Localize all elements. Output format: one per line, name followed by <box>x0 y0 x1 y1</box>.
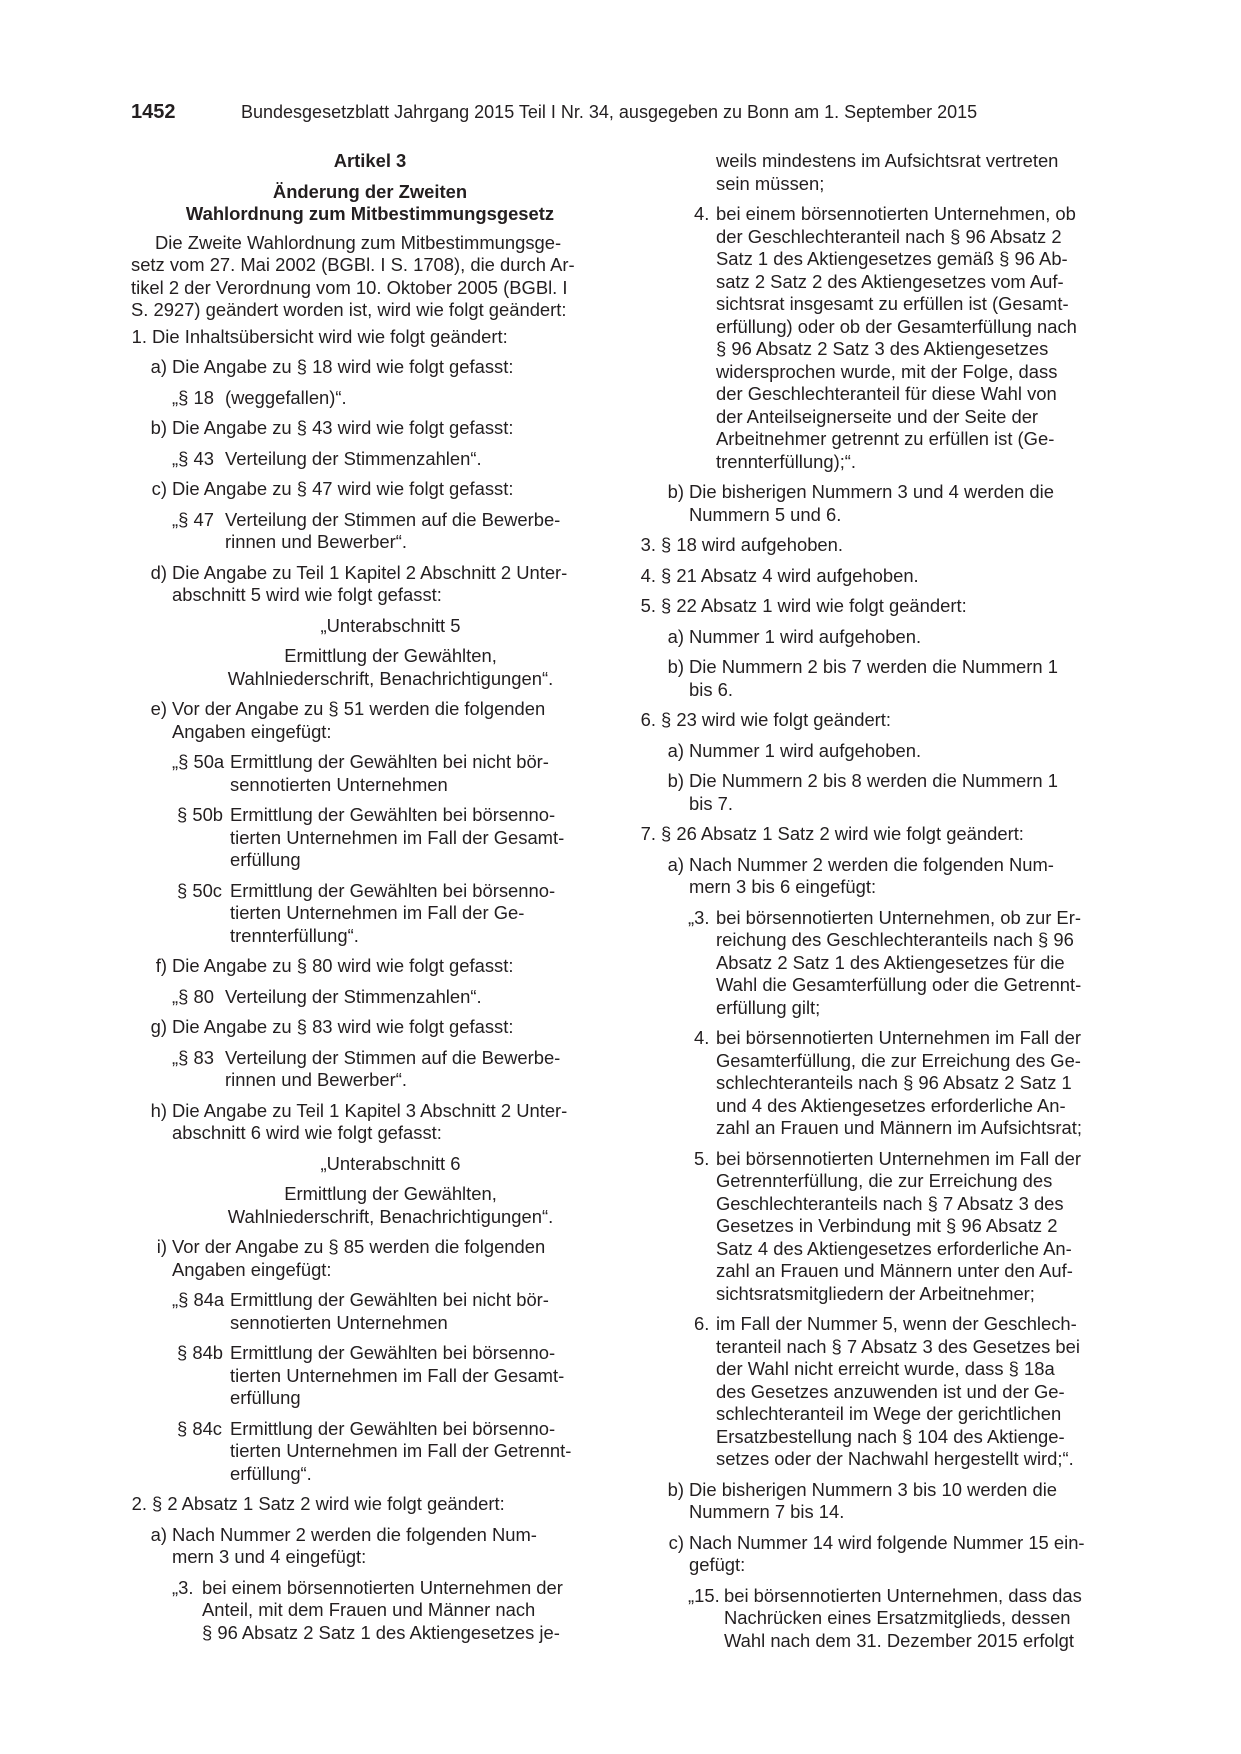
sub-line: Die Nummern 2 bis 7 werden die Nummern 1 <box>689 656 1058 677</box>
sub-line: Angaben eingefügt: <box>172 720 332 742</box>
quoted-number-entry <box>640 1027 1113 1140</box>
item-number: 2. <box>131 1493 147 1514</box>
entry-line: weils mindestens im Aufsichtsrat vertreten <box>716 150 1059 171</box>
entry-line: rinnen und Bewerber“. <box>225 1069 407 1090</box>
sub-label: g) <box>150 1016 167 1037</box>
item-number: 4. <box>640 564 656 586</box>
sub-line: Die bisherigen Nummern 3 und 4 werden die <box>689 481 1054 502</box>
sub-label: b) <box>150 417 167 438</box>
entry-line: § 96 Absatz 2 Satz 1 des Aktiengesetzes je- <box>202 1621 560 1643</box>
paragraph-ref: „§ 80 <box>172 985 214 1007</box>
sub-item-c <box>640 1532 1113 1577</box>
quoted-number-entry <box>640 203 1113 473</box>
subsection-heading: „Unterabschnitt 5 <box>320 614 461 636</box>
entry-line: trennterfüllung“. <box>230 924 359 946</box>
sub-item-a <box>131 356 609 379</box>
item-7 <box>640 823 1113 846</box>
header-title: Bundesgesetzblatt Jahrgang 2015 Teil I Nr. 34, ausgegeben zu Bonn am 1. September 2015 <box>241 102 978 122</box>
item-5 <box>640 595 1113 618</box>
entry-line: Arbeitnehmer getrennt zu erfüllen ist (Ge- <box>716 428 1055 449</box>
quoted-entry <box>131 751 609 796</box>
article-heading: Artikel 3 <box>333 150 407 171</box>
entry-line: Anteil, mit dem Frauen und Männer nach <box>202 1599 536 1620</box>
sub-line: Nummern 7 bis 14. <box>689 1501 845 1522</box>
intro-line: tikel 2 der Verordnung vom 10. Oktober 2005 (BGBl. I <box>131 276 568 298</box>
sub-line: mern 3 und 4 eingefügt: <box>172 1546 367 1567</box>
sub-label: h) <box>150 1099 167 1121</box>
entry-line: Nachrücken eines Ersatzmitglieds, dessen <box>724 1607 1071 1628</box>
sub-line: Die Angabe zu § 47 wird wie folgt gefasst: <box>172 478 514 499</box>
entry-line: tierten Unternehmen im Fall der Gesamt- <box>230 1364 565 1386</box>
sub-line: Die bisherigen Nummern 3 bis 10 werden die <box>689 1478 1058 1500</box>
entry-line: tierten Unternehmen im Fall der Gesamt- <box>230 826 565 848</box>
entry-line: der Anteilseignerseite und der Seite der <box>716 405 1039 427</box>
item-text: § 26 Absatz 1 Satz 2 wird wie folgt geändert: <box>661 823 1024 844</box>
entry-line: Ermittlung der Gewählten bei nicht bör- <box>230 751 549 772</box>
entry-line: bei börsennotierten Unternehmen, ob zur Er- <box>716 906 1081 928</box>
entry-line: Ermittlung der Gewählten bei börsenno- <box>230 879 556 901</box>
quoted-number-entry <box>131 1577 609 1645</box>
entry-line: sennotierten Unternehmen <box>230 773 448 795</box>
sub-line: bis 6. <box>689 678 733 700</box>
sub-item-a <box>640 626 1113 649</box>
entry-line: erfüllung“. <box>230 1462 312 1484</box>
item-text: § 23 wird wie folgt geändert: <box>661 709 892 730</box>
paragraph-ref: „§ 84a <box>172 1289 225 1310</box>
sub-label: a) <box>150 356 167 377</box>
quoted-number-entry <box>640 1313 1113 1471</box>
paragraph-ref: § 50b <box>177 804 224 825</box>
entry-line: widersprochen wurde, mit der Folge, dass <box>716 360 1058 382</box>
entry-line: setzes oder der Nachwahl hergestellt wird;“. <box>716 1448 1074 1469</box>
page-number: 1452 <box>131 101 176 123</box>
entry-line: zahl an Frauen und Männern unter den Auf- <box>716 1260 1073 1281</box>
sub-label: c) <box>668 1531 684 1553</box>
sub-line: Die Angabe zu § 43 wird wie folgt gefasst: <box>172 417 514 438</box>
sub-line: Die Angabe zu Teil 1 Kapitel 2 Abschnitt 2 Unter- <box>172 561 568 583</box>
entry-line: satz 2 Satz 2 des Aktiengesetzes vom Auf- <box>716 270 1064 292</box>
sub-line: Angaben eingefügt: <box>172 1258 332 1280</box>
sub-label: b) <box>667 770 684 791</box>
entry-line: Verteilung der Stimmen auf die Bewerbe- <box>225 508 561 530</box>
number-label: „15. <box>688 1584 720 1606</box>
sub-item-h <box>131 1100 609 1145</box>
entry-line: Ermittlung der Gewählten bei nicht bör- <box>230 1289 549 1310</box>
right-column <box>640 150 1113 1652</box>
item-number: 5. <box>640 595 656 616</box>
sub-item-a <box>640 854 1113 899</box>
sub-label: a) <box>667 853 684 875</box>
sub-item-i <box>131 1236 609 1281</box>
sub-line: mern 3 bis 6 eingefügt: <box>689 876 877 897</box>
quoted-entry <box>131 986 609 1009</box>
entry-line: der Wahl nicht erreicht wurde, dass § 18a <box>716 1358 1055 1379</box>
quoted-number-entry <box>640 1148 1113 1306</box>
entry-line: Ersatzbestellung nach § 104 des Aktienge- <box>716 1425 1065 1447</box>
item-number: 3. <box>640 534 656 555</box>
left-column <box>131 150 609 1644</box>
sub-line: Nummer 1 wird aufgehoben. <box>689 625 922 647</box>
item-3 <box>640 534 1113 557</box>
entry-line: erfüllung <box>230 1387 301 1408</box>
sub-item-b <box>640 1479 1113 1524</box>
entry-line: (weggefallen)“. <box>225 386 347 408</box>
entry-line: Ermittlung der Gewählten bei börsenno- <box>230 804 556 825</box>
item-text: § 18 wird aufgehoben. <box>661 534 844 555</box>
entry-line: Getrennterfüllung, die zur Erreichung des <box>716 1170 1053 1191</box>
sub-label: a) <box>150 1523 167 1545</box>
item-text: § 21 Absatz 4 wird aufgehoben. <box>661 564 919 586</box>
intro-paragraph <box>131 232 609 322</box>
item-text: Die Inhaltsübersicht wird wie folgt geändert: <box>152 325 508 347</box>
sub-label: d) <box>150 561 167 583</box>
entry-line: Gesetzes in Verbindung mit § 96 Absatz 2 <box>716 1215 1058 1236</box>
subsection-heading: „Unterabschnitt 6 <box>320 1152 461 1174</box>
article-title-line: Änderung der Zweiten <box>272 180 468 202</box>
entry-line: Gesamterfüllung, die zur Erreichung des Ge- <box>716 1049 1081 1071</box>
sub-item-d <box>131 562 609 607</box>
quoted-number-entry <box>640 1585 1113 1653</box>
sub-line: Nummer 1 wird aufgehoben. <box>689 739 922 761</box>
entry-line: erfüllung gilt; <box>716 996 821 1018</box>
sub-line: Nach Nummer 14 wird folgende Nummer 15 ein- <box>689 1531 1085 1553</box>
sub-item-b <box>640 481 1113 526</box>
sub-line: bis 7. <box>689 792 733 814</box>
continued-text <box>640 150 1113 195</box>
intro-line: Die Zweite Wahlordnung zum Mitbestimmungsge- <box>155 231 562 253</box>
sub-line: Vor der Angabe zu § 85 werden die folgenden <box>172 1236 546 1257</box>
entry-line: bei börsennotierten Unternehmen im Fall der <box>716 1147 1081 1169</box>
quoted-entry <box>131 387 609 410</box>
entry-line: Verteilung der Stimmenzahlen“. <box>225 985 482 1007</box>
entry-line: schlechteranteil im Wege der gerichtlichen <box>716 1403 1062 1424</box>
sub-line: Nummern 5 und 6. <box>689 503 842 525</box>
sub-line: gefügt: <box>689 1554 746 1575</box>
item-2 <box>131 1493 609 1516</box>
quoted-entry <box>131 1289 609 1334</box>
quoted-entry <box>131 448 609 471</box>
entry-line: bei einem börsennotierten Unternehmen der <box>202 1576 563 1598</box>
sub-line: Nach Nummer 2 werden die folgenden Num- <box>172 1523 537 1545</box>
sub-label: b) <box>667 1478 684 1500</box>
entry-line: trennterfüllung);“. <box>716 450 857 472</box>
entry-line: Ermittlung der Gewählten bei börsenno- <box>230 1342 556 1363</box>
subsection-title: Wahlniederschrift, Benachrichtigungen“. <box>227 1205 554 1227</box>
subsection-title: Wahlniederschrift, Benachrichtigungen“. <box>227 667 554 689</box>
sub-item-a <box>640 740 1113 763</box>
entry-line: und 4 des Aktiengesetzes erforderliche An- <box>716 1094 1066 1116</box>
entry-line: Wahl nach dem 31. Dezember 2015 erfolgt <box>724 1629 1074 1651</box>
sub-line: Die Angabe zu § 83 wird wie folgt gefasst: <box>172 1016 514 1037</box>
intro-line: setz vom 27. Mai 2002 (BGBl. I S. 1708), die durch Ar- <box>131 254 575 275</box>
sub-line: Die Angabe zu Teil 1 Kapitel 3 Abschnitt 2 Unter- <box>172 1099 568 1121</box>
sub-line: abschnitt 5 wird wie folgt gefasst: <box>172 584 442 605</box>
number-label: 4. <box>694 1027 710 1048</box>
number-label: „3. <box>688 906 710 928</box>
item-6 <box>640 709 1113 732</box>
item-number: 1. <box>131 325 147 347</box>
entry-line: erfüllung <box>230 849 301 870</box>
sub-line: Nach Nummer 2 werden die folgenden Num- <box>689 853 1054 875</box>
intro-line: S. 2927) geändert worden ist, wird wie folgt geändert: <box>131 299 567 320</box>
sub-item-f <box>131 955 609 978</box>
quoted-number-entry <box>640 907 1113 1020</box>
sub-line: abschnitt 6 wird wie folgt gefasst: <box>172 1122 442 1143</box>
quoted-entry <box>131 880 609 948</box>
entry-line: Verteilung der Stimmenzahlen“. <box>225 447 482 469</box>
item-4 <box>640 565 1113 588</box>
item-number: 7. <box>640 823 656 844</box>
entry-line: bei börsennotierten Unternehmen, dass das <box>724 1584 1082 1606</box>
article-title-line: Wahlordnung zum Mitbestimmungsgesetz <box>185 203 555 224</box>
entry-line: des Gesetzes anzuwenden ist und der Ge- <box>716 1380 1065 1402</box>
paragraph-ref: § 50c <box>177 879 222 901</box>
item-text: § 2 Absatz 1 Satz 2 wird wie folgt geändert: <box>152 1493 505 1514</box>
paragraph-ref: „§ 18 <box>172 386 214 408</box>
entry-line: Ermittlung der Gewählten bei börsenno- <box>230 1417 556 1439</box>
quoted-entry <box>131 1418 609 1486</box>
sub-label: a) <box>667 739 684 761</box>
entry-line: § 96 Absatz 2 Satz 3 des Aktiengesetzes <box>716 338 1049 359</box>
entry-line: Wahl die Gesamterfüllung oder die Getrennt- <box>716 974 1082 995</box>
sub-item-e <box>131 698 609 743</box>
sub-label: i) <box>156 1236 167 1257</box>
sub-item-b <box>131 417 609 440</box>
subsection-title: Ermittlung der Gewählten, <box>284 1183 497 1204</box>
entry-line: Geschlechteranteils nach § 7 Absatz 3 des <box>716 1192 1064 1214</box>
number-label: 6. <box>694 1313 710 1334</box>
paragraph-ref: „§ 43 <box>172 447 214 469</box>
entry-line: der Geschlechteranteil für diese Wahl von <box>716 383 1057 404</box>
entry-line: rinnen und Bewerber“. <box>225 531 407 552</box>
sub-label: b) <box>667 656 684 677</box>
entry-line: bei börsennotierten Unternehmen im Fall der <box>716 1027 1081 1048</box>
sub-item-c <box>131 478 609 501</box>
sub-item-a <box>131 1524 609 1569</box>
entry-line: sein müssen; <box>716 172 825 194</box>
sub-item-g <box>131 1016 609 1039</box>
number-label: „3. <box>172 1576 194 1598</box>
entry-line: tierten Unternehmen im Fall der Getrennt- <box>230 1440 572 1461</box>
quoted-entry <box>131 1047 609 1092</box>
item-1 <box>131 326 609 349</box>
sub-item-b <box>640 656 1113 701</box>
quoted-entry <box>131 1342 609 1410</box>
sub-label: f) <box>155 955 167 976</box>
sub-line: Die Angabe zu § 80 wird wie folgt gefasst: <box>172 955 514 976</box>
sub-label: e) <box>150 698 167 719</box>
item-number: 6. <box>640 709 656 730</box>
entry-line: erfüllung) oder ob der Gesamterfüllung nach <box>716 315 1077 337</box>
paragraph-ref: „§ 47 <box>172 508 214 530</box>
paragraph-ref: „§ 50a <box>172 751 225 772</box>
number-label: 4. <box>694 203 710 224</box>
sub-line: Vor der Angabe zu § 51 werden die folgenden <box>172 698 546 719</box>
sub-line: Die Angabe zu § 18 wird wie folgt gefasst: <box>172 356 514 377</box>
entry-line: tierten Unternehmen im Fall der Ge- <box>230 902 525 923</box>
entry-line: im Fall der Nummer 5, wenn der Geschlech- <box>716 1313 1077 1334</box>
sub-label: c) <box>151 478 167 499</box>
sub-line: Die Nummern 2 bis 8 werden die Nummern 1 <box>689 770 1058 791</box>
entry-line: sennotierten Unternehmen <box>230 1311 448 1333</box>
entry-line: schlechteranteils nach § 96 Absatz 2 Satz 1 <box>716 1072 1072 1093</box>
entry-line: sichtsrat insgesamt zu erfüllen ist (Gesamt- <box>716 293 1069 314</box>
entry-line: bei einem börsennotierten Unternehmen, ob <box>716 203 1076 224</box>
entry-line: Verteilung der Stimmen auf die Bewerbe- <box>225 1046 561 1068</box>
entry-line: der Geschlechteranteil nach § 96 Absatz 2 <box>716 225 1062 247</box>
quoted-entry <box>131 804 609 872</box>
number-label: 5. <box>694 1147 710 1169</box>
sub-label: b) <box>667 481 684 502</box>
quoted-entry <box>131 509 609 554</box>
entry-line: Absatz 2 Satz 1 des Aktiengesetzes für die <box>716 951 1065 973</box>
entry-line: Satz 1 des Aktiengesetzes gemäß § 96 Ab- <box>716 248 1068 269</box>
paragraph-ref: § 84c <box>177 1417 222 1439</box>
sub-label: a) <box>667 625 684 647</box>
entry-line: reichung des Geschlechteranteils nach § 96 <box>716 929 1074 950</box>
paragraph-ref: § 84b <box>177 1342 224 1363</box>
entry-line: zahl an Frauen und Männern im Aufsichtsrat; <box>716 1117 1082 1138</box>
entry-line: teranteil nach § 7 Absatz 3 des Gesetzes bei <box>716 1335 1080 1357</box>
subsection-title: Ermittlung der Gewählten, <box>284 645 497 666</box>
entry-line: Satz 4 des Aktiengesetzes erforderliche An- <box>716 1237 1072 1259</box>
entry-line: sichtsratsmitgliedern der Arbeitnehmer; <box>716 1282 1035 1304</box>
item-text: § 22 Absatz 1 wird wie folgt geändert: <box>661 595 967 616</box>
sub-item-b <box>640 770 1113 815</box>
paragraph-ref: „§ 83 <box>172 1046 214 1068</box>
